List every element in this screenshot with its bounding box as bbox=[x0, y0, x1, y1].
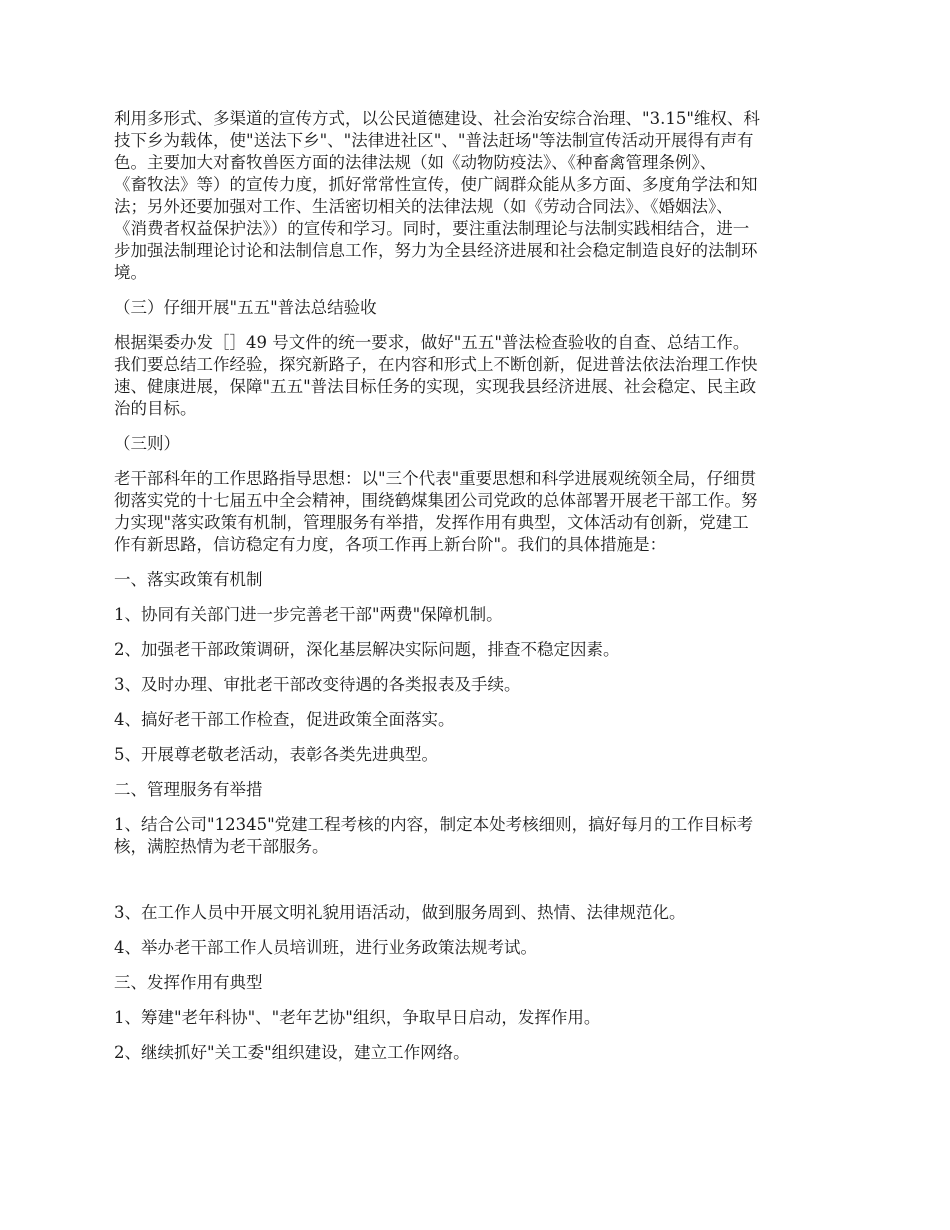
text-line: 1、筹建"老年科协"、"老年艺协"组织，争取早日启动，发挥作用。 bbox=[114, 1008, 601, 1027]
text-line: 步加强法制理论讨论和法制信息工作，努力为全县经济进展和社会稳定制造良好的法制环 bbox=[114, 241, 758, 260]
text-line: 二、管理服务有举措 bbox=[114, 780, 263, 799]
text-line: 3、在工作人员中开展文明礼貌用语活动，做到服务周到、热情、法律规范化。 bbox=[114, 903, 686, 922]
text-line: （三则） bbox=[114, 434, 180, 453]
text-line: 核，满腔热情为老干部服务。 bbox=[114, 837, 329, 856]
text-line: 法；另外还要加强对工作、生活密切相关的法律法规（如《劳动合同法》、《婚姻法》、 bbox=[114, 197, 733, 216]
text-line: 速、健康进展，保障"五五"普法目标任务的实现，实现我县经济进展、社会稳定、民主政 bbox=[114, 377, 757, 396]
text-line: 《消费者权益保护法》）的宣传和学习。同时，要注重法制理论与法制实践相结合，进一 bbox=[114, 219, 750, 238]
paragraph bbox=[114, 569, 844, 591]
paragraph bbox=[114, 639, 844, 661]
paragraph bbox=[114, 902, 844, 924]
text-line: 5、开展尊老敬老活动，表彰各类先进典型。 bbox=[114, 745, 438, 764]
text-line: 1、协同有关部门进一步完善老干部"两费"保障机制。 bbox=[114, 605, 503, 624]
paragraph bbox=[114, 1042, 844, 1064]
text-line: 4、举办老干部工作人员培训班，进行业务政策法规考试。 bbox=[114, 938, 537, 957]
paragraph bbox=[114, 937, 844, 959]
paragraph bbox=[114, 779, 844, 801]
paragraph bbox=[114, 433, 844, 455]
paragraph bbox=[114, 674, 844, 696]
text-line: 彻落实党的十七届五中全会精神，围绕鹤煤集团公司党政的总体部署开展老干部工作。努 bbox=[114, 491, 758, 510]
paragraph bbox=[114, 332, 844, 420]
paragraph bbox=[114, 744, 844, 766]
text-line: 力实现"落实政策有机制，管理服务有举措，发挥作用有典型，文体活动有创新，党建工 bbox=[114, 513, 749, 532]
paragraph bbox=[114, 297, 844, 319]
text-line: 3、及时办理、审批老干部改变待遇的各类报表及手续。 bbox=[114, 675, 521, 694]
text-line: 色。主要加大对畜牧兽医方面的法律法规（如《动物防疫法》、《种畜禽管理条例》、 bbox=[114, 153, 717, 172]
text-line: 2、加强老干部政策调研，深化基层解决实际问题，排查不稳定因素。 bbox=[114, 640, 620, 659]
paragraph bbox=[114, 972, 844, 994]
text-line: 老干部科年的工作思路指导思想：以"三个代表"重要思想和科学进展观统领全局，仔细贯 bbox=[114, 469, 757, 488]
text-line: 三、发挥作用有典型 bbox=[114, 973, 263, 992]
text-line: 根据渠委办发［］49 号文件的统一要求，做好"五五"普法检查验收的自查、总结工作。 bbox=[114, 333, 750, 352]
paragraph bbox=[114, 814, 844, 858]
text-line: 《畜牧法》等）的宣传力度，抓好常常性宣传，使广阔群众能从多方面、多度角学法和知 bbox=[114, 175, 758, 194]
text-line: 1、结合公司"12345"党建工程考核的内容，制定本处考核细则，搞好每月的工作目标考 bbox=[114, 815, 754, 834]
text-line: 一、落实政策有机制 bbox=[114, 570, 263, 589]
text-line: 我们要总结工作经验，探究新路子，在内容和形式上不断创新，促进普法依法治理工作快 bbox=[114, 355, 758, 374]
text-line: （三）仔细开展"五五"普法总结验收 bbox=[114, 298, 377, 317]
text-line: 技下乡为载体，使"送法下乡"、"法律进社区"、"普法赶场"等法制宣传活动开展得有声有 bbox=[114, 131, 754, 150]
text-line: 2、继续抓好"关工委"组织建设，建立工作网络。 bbox=[114, 1043, 470, 1062]
text-line: 利用多形式、多渠道的宣传方式，以公民道德建设、社会治安综合治理、"3.15"维权、科 bbox=[114, 109, 760, 128]
text-line: 作有新思路，信访稳定有力度，各项工作再上新台阶"。我们的具体措施是： bbox=[114, 535, 667, 554]
text-line: 境。 bbox=[114, 263, 147, 282]
paragraph bbox=[114, 108, 844, 284]
paragraph bbox=[114, 709, 844, 731]
paragraph bbox=[114, 604, 844, 626]
paragraph bbox=[114, 468, 844, 556]
document-body bbox=[114, 108, 844, 1077]
paragraph bbox=[114, 1007, 844, 1029]
text-line: 治的目标。 bbox=[114, 399, 197, 418]
text-line: 4、搞好老干部工作检查，促进政策全面落实。 bbox=[114, 710, 455, 729]
